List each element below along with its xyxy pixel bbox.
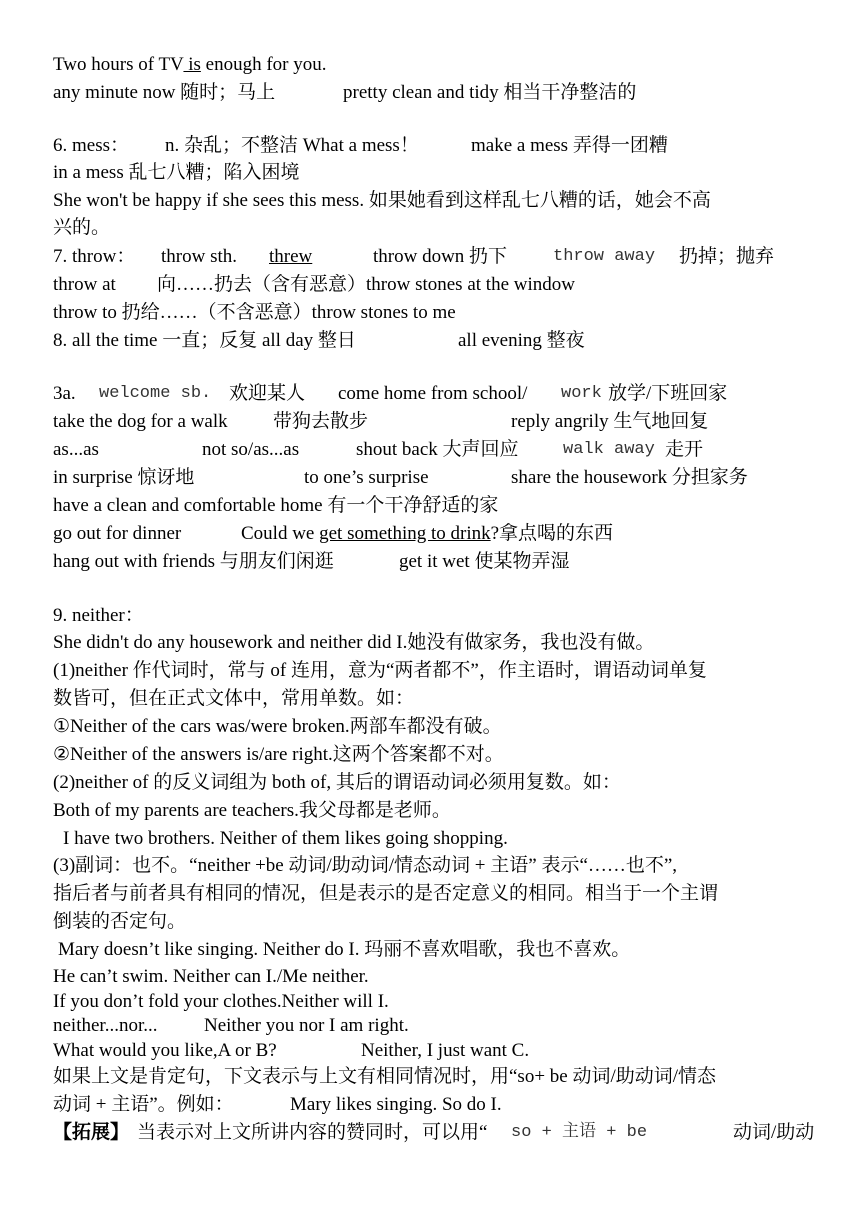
text: work [561,384,602,403]
text: 动词/助动 [733,1122,815,1143]
section-heading: 9. neither： [53,605,144,626]
text: make a mess 弄得一团糟 [471,135,668,156]
text-line: He can’t swim. Neither can I./Me neither. [53,966,369,987]
text: reply angrily 生气地回复 [511,411,709,432]
text-line: I have two brothers. Neither of them likes going shopping. [63,828,508,849]
text: pretty clean and tidy 相当干净整洁的 [343,82,637,103]
text: 走开 [665,439,704,460]
text-line: (1)neither 作代词时，常与 of 连用，意为“两者都不”，作主语时，谓语动词单复 [53,660,707,681]
text-line: ②Neither of the answers is/are right.这两个答案都不对。 [53,744,504,765]
item-number: 6. mess： [53,135,130,156]
text: 放学/下班回家 [608,383,728,404]
text: all evening 整夜 [458,330,585,351]
item-number: 7. throw： [53,246,136,267]
text-group [241,521,613,547]
text: hang out with friends 与朋友们闲逛 [53,551,334,572]
item-number: 3a. [53,383,76,404]
text: 带狗去散步 [273,411,369,432]
text-line: If you don’t fold your clothes.Neither will I. [53,991,389,1012]
text: share the housework 分担家务 [511,467,748,488]
text: 扔掉；抛弃 [679,246,775,267]
text-line: She won't be happy if she sees this mess. 如果她看到这样乱七八糟的话，她会不高 [53,190,711,211]
text: enough for you. [200,54,327,75]
text-line [53,52,326,78]
text-line: 数皆可，但在正式文体中，常用单数。如： [53,688,415,709]
text: throw down 扔下 [373,246,508,267]
text: throw at [53,274,116,295]
text: 当表示对上文所讲内容的赞同时，可以用“ [137,1122,488,1143]
text: neither...nor... [53,1015,158,1036]
extension-label: 【拓展】 [53,1122,130,1143]
text-line: She didn't do any housework and neither did I.她没有做家务，我也没有做。 [53,632,655,653]
text: 动词 + 主语”。例如： [53,1094,234,1115]
text-line: 倒装的否定句。 [53,911,187,932]
text: Neither, I just want C. [361,1040,530,1061]
text: not so/as...as [202,439,300,460]
text: to one’s surprise [304,467,429,488]
text: 向……扔去（含有恶意）throw stones at the window [157,274,575,295]
text: throw sth. [161,246,237,267]
text: Neither you nor I am right. [204,1015,409,1036]
text: take the dog for a walk [53,411,228,432]
text: as...as [53,439,99,460]
text: ?拿点喝的东西 [490,523,614,544]
text-line: Both of my parents are teachers.我父母都是老师。 [53,800,451,821]
text-line: have a clean and comfortable home 有一个干净舒适的家 [53,495,499,516]
text: throw away [553,247,656,266]
underlined-word: threw [269,246,313,267]
text: so + 主语 + be [511,1123,648,1142]
text-line: Mary doesn’t like singing. Neither do I. 玛丽不喜欢唱歌，我也不喜欢。 [58,939,631,960]
text: get it wet 使某物弄湿 [399,551,570,572]
text-line: 兴的。 [53,217,111,238]
text: shout back 大声回应 [356,439,519,460]
text: Mary likes singing. So do I. [290,1094,502,1115]
text: Two hours of TV [53,54,184,75]
underlined-word: is [183,54,201,75]
text: Could we [241,523,320,544]
text-line: (3)副词：也不。“neither +be 动词/助动词/情态动词 + 主语” 表示“……也不”, [53,855,678,876]
text: 欢迎某人 [229,383,306,404]
text-line: ①Neither of the cars was/were broken.两部车都没有破。 [53,716,502,737]
text: in surprise 惊讶地 [53,467,195,488]
text: go out for dinner [53,523,182,544]
text: What would you like,A or B? [53,1040,277,1061]
text-line: 如果上文是肯定句，下文表示与上文有相同情况时，用“so+ be 动词/助动词/情态 [53,1066,717,1087]
text: n. 杂乱；不整洁 What a mess！ [165,135,419,156]
text-line: 指后者与前者具有相同的情况，但是表示的是否定意义的相同。相当于一个主谓 [53,883,719,904]
text: any minute now 随时；马上 [53,82,276,103]
text: walk away [563,440,655,459]
underlined-phrase: get something to drink [319,523,491,544]
text-line: (2)neither of 的反义词组为 both of, 其后的谓语动词必须用复数。如： [53,772,621,793]
text: come home from school/ [338,383,528,404]
text: welcome sb. [99,384,212,403]
text-line: throw to 扔给……（不含恶意）throw stones to me [53,302,456,323]
text: 8. all the time 一直；反复 all day 整日 [53,330,356,351]
text-line: in a mess 乱七八糟；陷入困境 [53,162,300,183]
